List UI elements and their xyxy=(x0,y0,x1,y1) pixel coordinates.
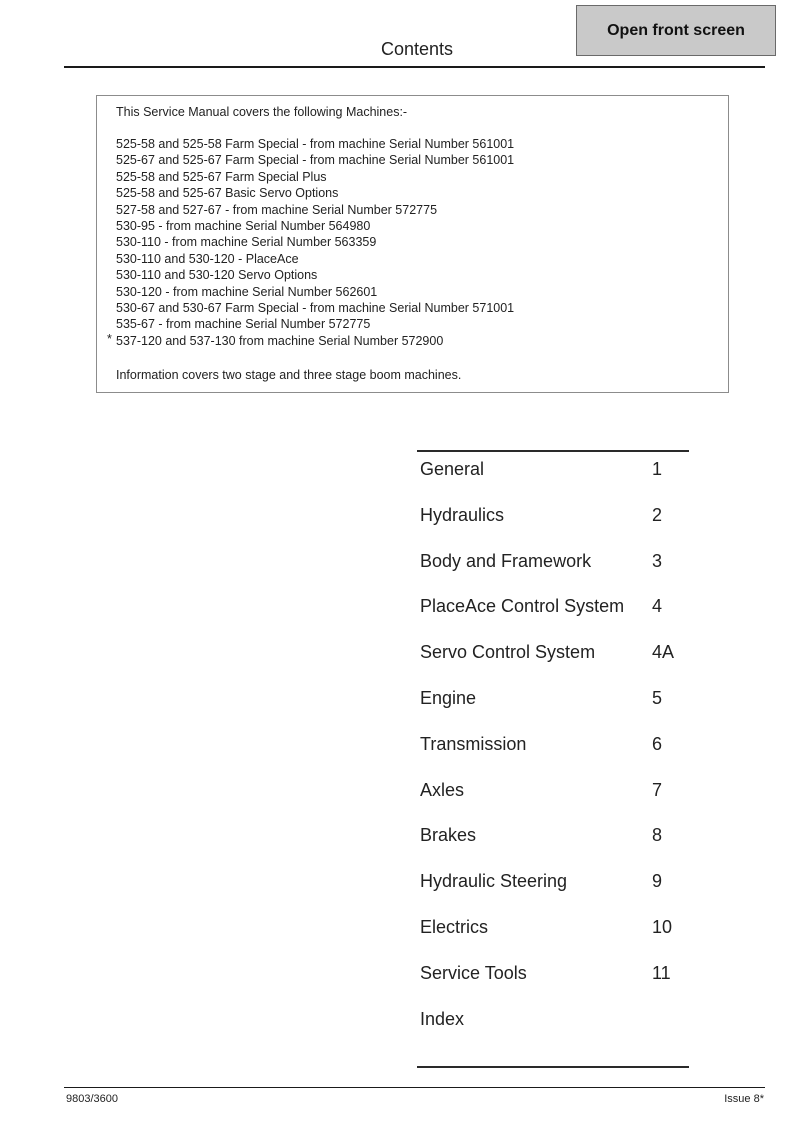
toc-section-number: 7 xyxy=(652,779,663,800)
toc-bottom-divider xyxy=(417,1066,689,1068)
machine-item: 530-110 - from machine Serial Number 563359 xyxy=(116,235,377,250)
toc-section-title: Axles xyxy=(420,779,465,800)
toc-section-number: 2 xyxy=(652,504,663,525)
machine-item: 530-67 and 530-67 Farm Special - from machine Serial Number 571001 xyxy=(116,301,515,316)
machine-item: 530-120 - from machine Serial Number 562601 xyxy=(116,284,378,299)
machine-item: 527-58 and 527-67 - from machine Serial Number 572775 xyxy=(116,202,438,217)
machines-footer-note: Information covers two stage and three stage boom machines. xyxy=(116,368,462,382)
toc-section-number: 9 xyxy=(652,871,663,892)
toc-section-title: Electrics xyxy=(420,916,489,937)
machine-item: 530-95 - from machine Serial Number 564980 xyxy=(116,219,371,234)
machine-item: 525-58 and 525-58 Farm Special - from machine Serial Number 561001 xyxy=(116,137,515,151)
toc-item-engine[interactable] xyxy=(420,686,690,732)
toc-item-placeace-control-system[interactable] xyxy=(420,594,690,640)
toc-item-hydraulic-steering[interactable] xyxy=(420,869,690,915)
toc-section-title: Transmission xyxy=(420,733,527,754)
toc-item-brakes[interactable] xyxy=(420,823,690,869)
machine-item: 525-58 and 525-67 Farm Special Plus xyxy=(116,169,327,184)
toc-item-axles[interactable] xyxy=(420,778,690,824)
toc-section-number: 6 xyxy=(652,733,663,754)
toc-section-title: Hydraulic Steering xyxy=(420,871,568,892)
toc-section-title: Hydraulics xyxy=(420,504,505,525)
table-of-contents xyxy=(420,457,690,1052)
toc-section-title: Brakes xyxy=(420,825,477,846)
toc-section-number: 11 xyxy=(652,962,671,983)
toc-section-title: General xyxy=(420,459,485,479)
machine-item: 525-67 and 525-67 Farm Special - from machine Serial Number 561001 xyxy=(116,153,515,168)
machines-covered-box xyxy=(96,95,729,393)
toc-section-number: 4 xyxy=(652,596,663,617)
machine-item-starred: * 537-120 and 537-130 from machine Serial Number 572900 xyxy=(116,333,514,349)
toc-section-title: Body and Framework xyxy=(420,550,592,571)
toc-item-servo-control-system[interactable] xyxy=(420,640,690,686)
toc-item-body-and-framework[interactable] xyxy=(420,549,690,595)
toc-section-title: Index xyxy=(420,1008,465,1029)
issue-label: Issue 8* xyxy=(724,1093,764,1105)
toc-section-number: 8 xyxy=(652,825,663,846)
toc-section-title: Servo Control System xyxy=(420,642,596,663)
machine-list xyxy=(116,136,514,349)
open-front-screen-button[interactable]: Open front screen xyxy=(576,5,776,56)
toc-item-electrics[interactable] xyxy=(420,915,690,961)
machines-intro: This Service Manual covers the following Machines:- xyxy=(116,105,408,119)
document-number: 9803/3600 xyxy=(66,1093,118,1105)
toc-section-number: 5 xyxy=(652,687,663,708)
machine-item: 535-67 - from machine Serial Number 572775 xyxy=(116,317,371,332)
header-divider xyxy=(64,66,765,68)
machine-item: 525-58 and 525-67 Basic Servo Options xyxy=(116,186,339,201)
toc-item-general[interactable] xyxy=(420,457,690,503)
page-title: Contents xyxy=(380,39,454,59)
footer-divider xyxy=(64,1087,765,1088)
toc-section-number: 1 xyxy=(652,459,663,479)
toc-item-hydraulics[interactable] xyxy=(420,503,690,549)
machine-item: 530-110 and 530-120 - PlaceAce xyxy=(116,251,299,266)
toc-item-transmission[interactable] xyxy=(420,732,690,778)
toc-section-number: 3 xyxy=(652,550,663,571)
toc-top-divider xyxy=(417,450,689,452)
toc-section-number: 10 xyxy=(652,916,673,937)
toc-item-service-tools[interactable] xyxy=(420,961,690,1007)
toc-section-title: Service Tools xyxy=(420,962,527,983)
toc-section-title: Engine xyxy=(420,687,477,708)
toc-section-title: PlaceAce Control System xyxy=(420,596,625,617)
toc-section-number: 4A xyxy=(652,642,675,663)
toc-item-index[interactable] xyxy=(420,1007,690,1053)
machine-item: 530-110 and 530-120 Servo Options xyxy=(116,268,318,283)
